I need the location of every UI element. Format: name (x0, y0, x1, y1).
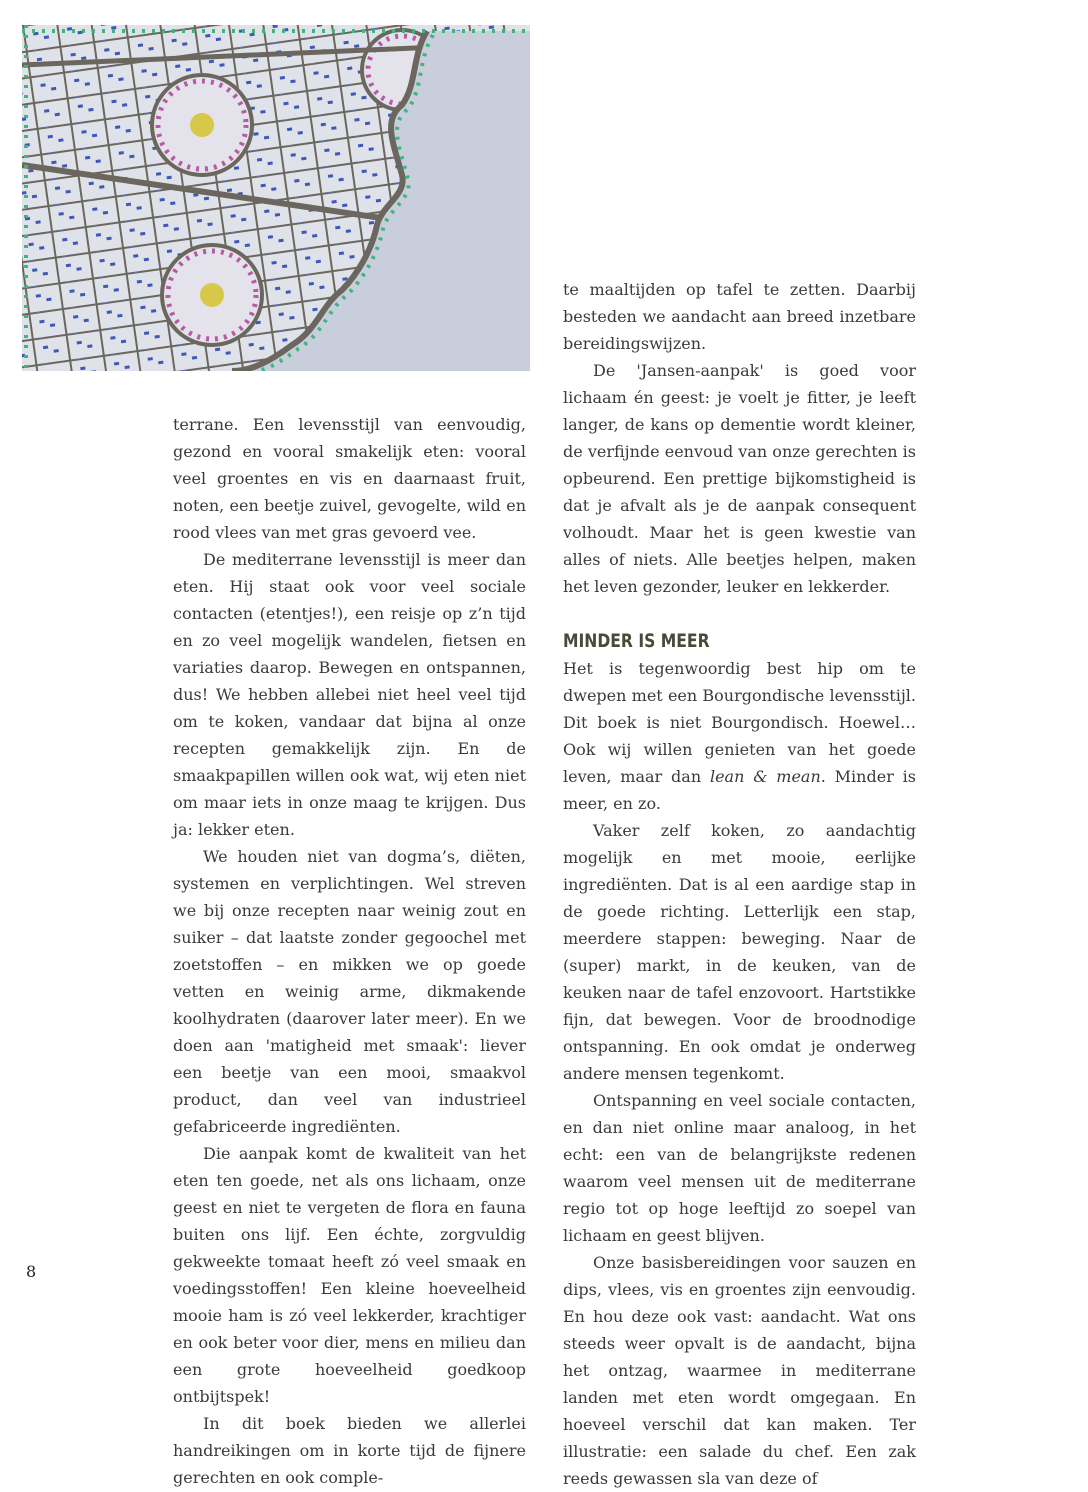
paragraph: Ontspanning en veel sociale contacten, en dan niet online maar analoog, in het echt: een van de belangrijkste redenen waarom veel mensen uit de mediterrane regio tot op hoge leeftijd zo soepel van lichaam en geest blijven. (563, 1091, 916, 1245)
section-heading: MINDER IS MEER (563, 630, 710, 652)
paragraph-text: . Minder is meer, en zo. (563, 767, 916, 813)
festive-lights-photo (22, 25, 530, 371)
paragraph: te maaltijden op tafel te zetten. Daarbij besteden we aandacht aan breed inzetbare bereidingswijzen. (563, 280, 916, 353)
paragraph-text: Het is tegenwoordig best hip om te dwepen met een Bourgondische levensstijl. Dit boek is niet Bourgondisch. Hoewel… Ook wij willen genieten van het goede leven, maar dan (563, 659, 916, 786)
right-text-column (563, 276, 916, 1492)
paragraph: Vaker zelf koken, zo aandachtig mogelijk en met mooie, eerlijke ingrediënten. Dat is al een aardige stap in de goede richting. Letterlijk een stap, meerdere stappen: beweging. Naar de (super) markt, in de keuken, van de keuken naar de tafel enzovoort. Hartstikke fijn, dat bewegen. Voor de broodnodige ontspanning. En ook omdat je onderweg andere mensen tegenkomt. (563, 821, 916, 1083)
paragraph (563, 655, 916, 817)
paragraph: De 'Jansen-aanpak' is goed voor lichaam én geest: je voelt je fitter, je leeft langer, de kans op dementie wordt kleiner, de verfijnde eenvoud van onze gerechten is opbeurend. Een prettige bijkomstigheid is dat je afvalt als je de aanpak consequent volhoudt. Maar het is geen kwestie van alles of niets. Alle beetjes helpen, maken het leven gezonder, leuker en lekkerder. (563, 361, 916, 596)
paragraph: We houden niet van dogma’s, diëten, systemen en verplichtingen. Wel streven we bij onze recepten naar weinig zout en suiker – dat laatste zonder gegoochel met zoetstoffen – en mikken we op goede vetten en weinig arme, dikmakende koolhydraten (daarover later meer). En we doen aan 'matigheid met smaak': liever een beetje van een mooi, smaakvol product, dan veel van industrieel gefabriceerde ingrediënten. (173, 847, 526, 1136)
paragraph: terrane. Een levensstijl van eenvoudig, gezond en vooral smakelijk eten: vooral veel groentes en vis en daarnaast fruit, noten, een beetje zuivel, gevogelte, wild en rood vlees van met gras gevoerd vee. (173, 415, 526, 542)
lattice-lights-image (22, 25, 530, 371)
paragraph: Die aanpak komt de kwaliteit van het eten ten goede, net als ons lichaam, onze geest en niet te vergeten de flora en fauna buiten ons lijf. Een échte, zorgvuldig gekweekte tomaat heeft zó veel smaak en voedingsstoffen! Een kleine hoeveelheid mooie ham is zó veel lekkerder, krachtiger en ook beter voor dier, mens en milieu dan een grote hoeveelheid goedkoop ontbijtspek! (173, 1144, 526, 1406)
left-text-column (173, 411, 526, 1491)
italic-phrase: lean & mean (709, 767, 821, 786)
page-number: 8 (26, 1262, 37, 1281)
paragraph: De mediterrane levensstijl is meer dan eten. Hij staat ook voor veel sociale contacten (etentjes!), een reisje op z’n tijd en zo veel mogelijk wandelen, fietsen en variaties daarop. Bewegen en ontspannen, dus! We hebben allebei niet heel veel tijd om te koken, vandaar dat bijna al onze recepten gemakkelijk zijn. En de smaakpapillen willen ook wat, wij eten niet om maar iets in onze maag te krijgen. Dus ja: lekker eten. (173, 550, 526, 839)
paragraph: In dit boek bieden we allerlei handreikingen om in korte tijd de fijnere gerechten en ook comple- (173, 1414, 526, 1487)
paragraph: Onze basisbereidingen voor sauzen en dips, vlees, vis en groentes zijn eenvoudig. En hou deze ook vast: aandacht. Wat ons steeds weer opvalt is de aandacht, bijna het ontzag, waarmee in mediterrane landen met eten wordt omgegaan. En hoeveel verschil dat kan maken. Ter illustratie: een salade du chef. Een zak reeds gewassen sla van deze of (563, 1253, 916, 1488)
